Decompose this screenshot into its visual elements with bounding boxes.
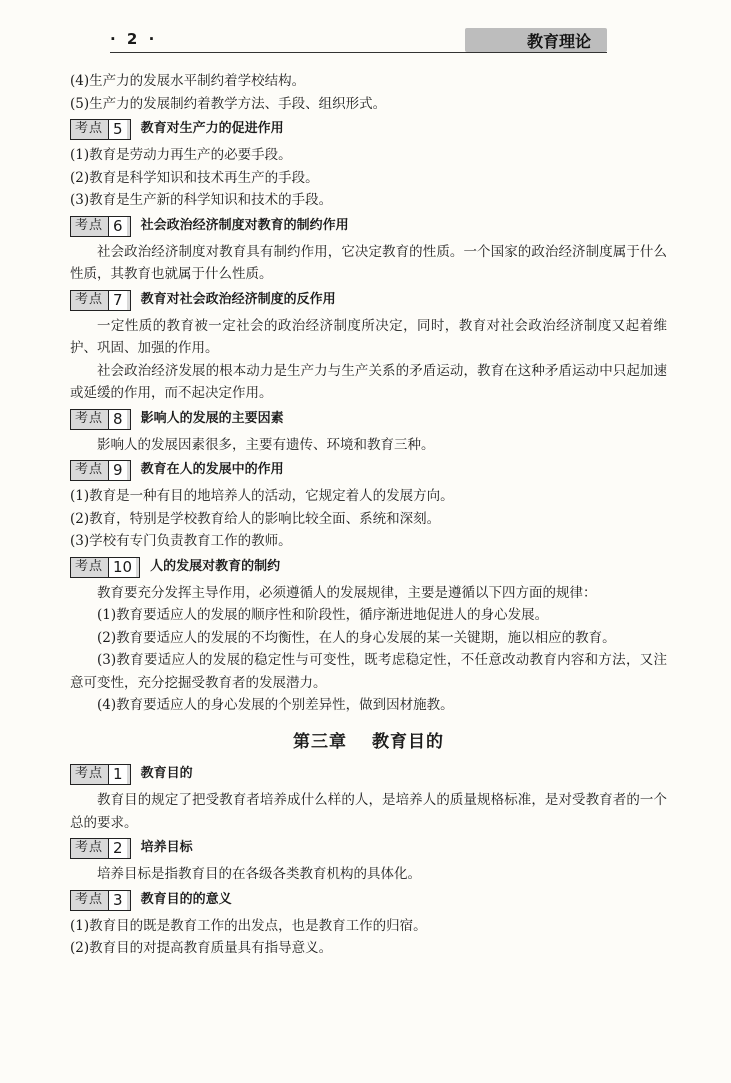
- list-item: (1)教育目的既是教育工作的出发点，也是教育工作的归宿。: [70, 917, 427, 934]
- paragraph: 教育目的规定了把受教育者培养成什么样的人，是培养人的质量规格标准，是对受教育者的一个总的要求。: [70, 792, 667, 831]
- paragraph: (3)教育要适应人的发展的稳定性与可变性，既考虑稳定性，不任意改动教育内容和方法，又注意可变性，充分挖掘受教育者的发展潜力。: [70, 652, 667, 691]
- kaodian-number: 9: [108, 461, 127, 480]
- paragraph: (2)教育要适应人的发展的不均衡性，在人的身心发展的某一关键期，施以相应的教育。: [97, 629, 616, 646]
- kaodian-number: 5: [108, 120, 127, 139]
- kaodian-label: 考点: [75, 410, 104, 426]
- kaodian-badge: [70, 838, 131, 859]
- paragraph: 教育要充分发挥主导作用，必须遵循人的发展规律，主要是遵循以下四方面的规律：: [97, 584, 597, 601]
- kaodian-heading: [70, 556, 667, 579]
- page-content: [70, 70, 667, 960]
- kaodian-title: 人的发展对教育的制约: [150, 558, 281, 574]
- kaodian-heading: [70, 289, 667, 312]
- kaodian-label: 考点: [75, 291, 104, 307]
- list-item: (5)生产力的发展制约着教学方法、手段、组织形式。: [70, 95, 387, 112]
- kaodian-title: 教育在人的发展中的作用: [140, 462, 284, 478]
- list-item: (4)生产力的发展水平制约着学校结构。: [70, 73, 306, 89]
- list-item: (3)学校有专门负责教育工作的教师。: [70, 533, 292, 549]
- paragraph: 培养目标是指教育目的在各级各类教育机构的具体化。: [97, 866, 421, 882]
- kaodian-heading: [70, 118, 667, 141]
- kaodian-label: 考点: [75, 766, 104, 782]
- kaodian-heading: [70, 763, 667, 786]
- kaodian-number: 8: [108, 410, 127, 429]
- header-title-box: [465, 28, 607, 52]
- kaodian-title: 教育目的: [140, 766, 193, 782]
- kaodian-number: 7: [108, 291, 127, 310]
- kaodian-number: 3: [108, 891, 127, 910]
- kaodian-badge: [70, 764, 131, 785]
- kaodian-title: 影响人的发展的主要因素: [140, 410, 284, 426]
- kaodian-label: 考点: [75, 840, 104, 856]
- list-item: (3)教育是生产新的科学知识和技术的手段。: [70, 192, 333, 208]
- header-rule: [110, 52, 607, 53]
- page-header: [70, 0, 667, 54]
- kaodian-heading: [70, 459, 667, 482]
- paragraph: 一定性质的教育被一定社会的政治经济制度所决定，同时，教育对社会政治经济制度又起着维护、巩固、加强的作用。: [70, 317, 667, 356]
- paragraph: 社会政治经济制度对教育具有制约作用，它决定教育的性质。一个国家的政治经济制度属于什么性质，其教育也就属于什么性质。: [70, 243, 667, 282]
- kaodian-badge: [70, 460, 131, 481]
- paragraph: (4)教育要适应人的身心发展的个别差异性，做到因材施教。: [97, 697, 454, 713]
- kaodian-heading: [70, 215, 667, 238]
- kaodian-badge: [70, 890, 131, 911]
- kaodian-heading: [70, 408, 667, 431]
- page-number: · 2 ·: [110, 30, 158, 48]
- kaodian-label: 考点: [75, 558, 104, 574]
- kaodian-title: 教育对社会政治经济制度的反作用: [140, 291, 336, 307]
- list-item: (1)教育是劳动力再生产的必要手段。: [70, 147, 292, 163]
- kaodian-heading: [70, 837, 667, 860]
- kaodian-badge: [70, 290, 131, 311]
- kaodian-number: 1: [108, 765, 127, 784]
- kaodian-label: 考点: [75, 462, 104, 478]
- kaodian-label: 考点: [75, 891, 104, 907]
- kaodian-badge: [70, 409, 131, 430]
- list-item: (2)教育是科学知识和技术再生产的手段。: [70, 169, 319, 186]
- kaodian-title: 培养目标: [140, 840, 193, 856]
- kaodian-label: 考点: [75, 217, 104, 233]
- kaodian-badge: [70, 557, 140, 578]
- kaodian-badge: [70, 216, 131, 237]
- kaodian-title: 教育对生产力的促进作用: [140, 121, 284, 137]
- list-item: (2)教育目的对提高教育质量具有指导意义。: [70, 940, 333, 956]
- kaodian-label: 考点: [75, 121, 104, 137]
- paragraph: 影响人的发展因素很多，主要有遗传、环境和教育三种。: [97, 436, 435, 453]
- kaodian-heading: [70, 889, 667, 912]
- kaodian-badge: [70, 119, 131, 140]
- list-item: (2)教育，特别是学校教育给人的影响比较全面、系统和深刻。: [70, 510, 441, 527]
- list-item: (1)教育是一种有目的地培养人的活动，它规定着人的发展方向。: [70, 488, 454, 504]
- kaodian-title: 社会政治经济制度对教育的制约作用: [140, 217, 349, 233]
- header-title: 教育理论: [526, 32, 591, 51]
- kaodian-number: 6: [108, 217, 127, 236]
- kaodian-number: 10: [108, 558, 136, 577]
- paragraph: (1)教育要适应人的发展的顺序性和阶段性，循序渐进地促进人的身心发展。: [97, 607, 549, 623]
- kaodian-title: 教育目的的意义: [140, 891, 232, 907]
- paragraph: 社会政治经济发展的根本动力是生产力与生产关系的矛盾运动，教育在这种矛盾运动中只起加速或延缓的作用，而不起决定作用。: [70, 362, 667, 401]
- kaodian-number: 2: [108, 839, 127, 858]
- chapter-title: 第三章 教育目的: [293, 731, 444, 752]
